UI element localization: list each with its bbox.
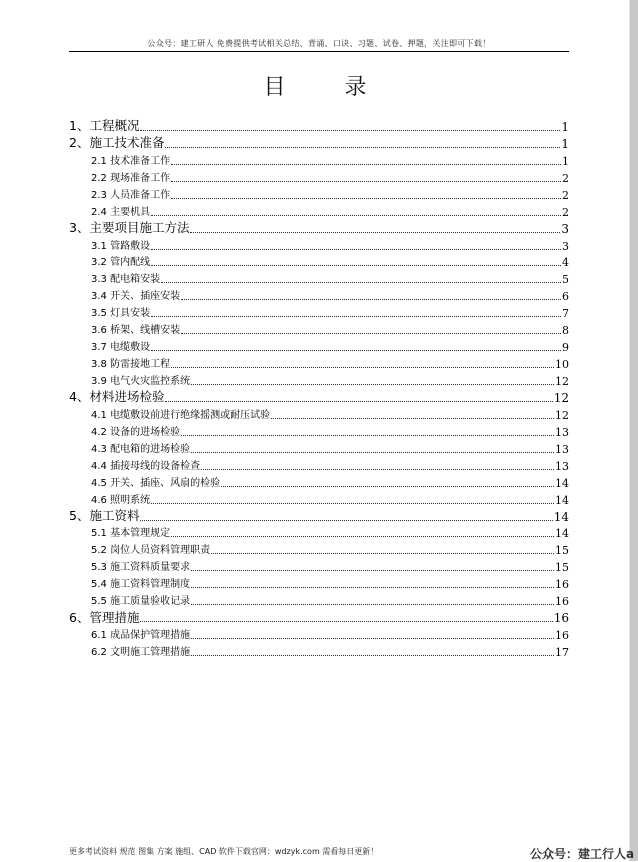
toc-entry-label: 5.5 施工质量验收记录 bbox=[91, 596, 191, 608]
toc-dot-leader bbox=[171, 536, 554, 537]
toc-entry-label: 4.2 设备的进场检验 bbox=[91, 426, 181, 438]
toc-entry-page-number: 2 bbox=[562, 205, 569, 219]
toc-entry-label: 5.2 岗位人员资料管理职责 bbox=[91, 545, 211, 557]
toc-entry-label: 4.5 开关、插座、风扇的检验 bbox=[91, 477, 221, 489]
toc-entry-page-number: 14 bbox=[555, 476, 569, 490]
toc-dot-leader bbox=[191, 638, 554, 639]
toc-entry-label: 5.1 基本管理规定 bbox=[91, 528, 171, 540]
toc-entry-page-number: 17 bbox=[555, 646, 569, 659]
toc-entry[interactable] bbox=[69, 236, 569, 253]
toc-dot-leader bbox=[151, 215, 561, 216]
toc-dot-leader bbox=[191, 570, 554, 571]
toc-entry-label: 2.4 主要机具 bbox=[91, 206, 151, 218]
toc-entry-label: 3.7 电缆敷设 bbox=[91, 342, 151, 354]
toc-entry[interactable] bbox=[69, 591, 569, 608]
header-rule bbox=[69, 51, 569, 52]
toc-dot-leader bbox=[165, 147, 560, 148]
toc-entry[interactable] bbox=[69, 608, 569, 625]
toc-entry-label: 5.3 施工资料质量要求 bbox=[91, 562, 191, 574]
toc-entry-label: 4.6 照明系统 bbox=[91, 494, 151, 506]
toc-entry-page-number: 1 bbox=[561, 119, 569, 134]
toc-entry[interactable] bbox=[69, 574, 569, 591]
toc-entry-page-number: 16 bbox=[555, 595, 569, 609]
toc-dot-leader bbox=[181, 435, 554, 436]
toc-dot-leader bbox=[221, 486, 554, 487]
toc-entry-page-number: 10 bbox=[555, 358, 569, 372]
toc-dot-leader bbox=[181, 333, 561, 334]
toc-entry[interactable] bbox=[69, 185, 569, 202]
toc-entry[interactable] bbox=[69, 524, 569, 541]
toc-entry-label: 3.8 防雷接地工程 bbox=[91, 359, 171, 371]
toc-entry[interactable] bbox=[69, 286, 569, 303]
toc-entry-label: 3.4 开关、插座安装 bbox=[91, 291, 181, 303]
toc-dot-leader bbox=[151, 249, 561, 250]
toc-dot-leader bbox=[191, 384, 554, 385]
toc-entry-page-number: 9 bbox=[562, 341, 569, 355]
toc-entry[interactable] bbox=[69, 253, 569, 270]
toc-entry-label: 2、施工技术准备 bbox=[69, 135, 165, 151]
toc-entry-label: 5.4 施工资料管理制度 bbox=[91, 579, 191, 591]
toc-dot-leader bbox=[151, 503, 554, 504]
toc-entry-page-number: 12 bbox=[553, 390, 569, 405]
page-footer-text: 更多考试资料 规范 图集 方案 施组、CAD 软件下载官网：wdzyk.com 需看每日更新！ bbox=[69, 847, 379, 856]
toc-entry-label: 6.1 成品保护管理措施 bbox=[91, 630, 191, 642]
toc-entry-page-number: 12 bbox=[555, 408, 569, 422]
toc-entry-page-number: 15 bbox=[555, 544, 569, 558]
toc-entry-page-number: 6 bbox=[562, 290, 569, 304]
toc-entry[interactable] bbox=[69, 490, 569, 507]
toc-entry-page-number: 12 bbox=[555, 375, 569, 388]
toc-entry[interactable] bbox=[69, 388, 569, 405]
toc-entry-page-number: 5 bbox=[562, 273, 569, 287]
toc-entry-label: 6.2 文明施工管理措施 bbox=[91, 647, 191, 658]
toc-dot-leader bbox=[140, 621, 552, 622]
toc-entry[interactable] bbox=[69, 456, 569, 473]
toc-entry[interactable] bbox=[69, 540, 569, 557]
toc-entry-page-number: 2 bbox=[562, 188, 569, 202]
toc-entry-label: 4.4 插接母线的设备检查 bbox=[91, 460, 201, 472]
toc-entry[interactable] bbox=[69, 202, 569, 219]
toc-entry[interactable] bbox=[69, 219, 569, 236]
toc-entry[interactable] bbox=[69, 625, 569, 642]
toc-entry[interactable] bbox=[69, 507, 569, 524]
toc-entry-label: 3、主要项目施工方法 bbox=[69, 220, 190, 236]
toc-dot-leader bbox=[201, 469, 554, 470]
toc-entry[interactable] bbox=[69, 439, 569, 456]
toc-entry-page-number: 14 bbox=[555, 527, 569, 541]
toc-entry-label: 1、工程概况 bbox=[69, 118, 140, 134]
toc-entry-page-number: 14 bbox=[553, 509, 569, 524]
toc-entry-page-number: 13 bbox=[555, 459, 569, 473]
toc-entry-page-number: 2 bbox=[562, 171, 569, 185]
toc-entry-label: 5、施工资料 bbox=[69, 508, 140, 523]
toc-entry-page-number: 1 bbox=[562, 154, 569, 168]
toc-entry-label: 6、管理措施 bbox=[69, 609, 140, 625]
toc-entry-label: 4.1 电缆敷设前进行绝缘摇测或耐压试验 bbox=[91, 409, 271, 421]
toc-entry[interactable] bbox=[69, 642, 569, 659]
toc-dot-leader bbox=[151, 350, 561, 351]
toc-entry-page-number: 13 bbox=[555, 425, 569, 439]
document-title: 目 录 bbox=[263, 75, 393, 100]
toc-entry-page-number: 3 bbox=[561, 221, 569, 236]
toc-entry[interactable] bbox=[69, 371, 569, 388]
toc-dot-leader bbox=[191, 452, 554, 453]
toc-entry-page-number: 7 bbox=[562, 307, 569, 321]
toc-entry[interactable] bbox=[69, 473, 569, 490]
toc-entry-page-number: 1 bbox=[561, 136, 569, 151]
toc-entry-page-number: 16 bbox=[553, 611, 569, 626]
toc-entry-page-number: 16 bbox=[555, 578, 569, 592]
toc-entry[interactable] bbox=[69, 320, 569, 337]
toc-entry-label: 4.3 配电箱的进场检验 bbox=[91, 443, 191, 455]
toc-entry[interactable] bbox=[69, 303, 569, 320]
toc-entry-label: 4、材料进场检验 bbox=[69, 389, 165, 405]
toc-entry-label: 2.2 现场准备工作 bbox=[91, 172, 171, 184]
toc-entry-page-number: 3 bbox=[562, 239, 569, 253]
toc-entry[interactable] bbox=[69, 337, 569, 354]
toc-dot-leader bbox=[140, 130, 560, 131]
toc-entry[interactable] bbox=[69, 557, 569, 574]
watermark-text: 公众号：建工行人a bbox=[530, 847, 635, 861]
toc-dot-leader bbox=[161, 282, 561, 283]
toc-entry[interactable] bbox=[69, 168, 569, 185]
toc-dot-leader bbox=[151, 316, 561, 317]
toc-entry-label: 3.3 配电箱安装 bbox=[91, 274, 161, 286]
toc-dot-leader bbox=[165, 401, 552, 402]
toc-entry-label: 2.3 人员准备工作 bbox=[91, 189, 171, 201]
toc-dot-leader bbox=[191, 604, 554, 605]
toc-entry-label: 3.6 桥架、线槽安装 bbox=[91, 325, 181, 337]
toc-entry-page-number: 16 bbox=[555, 629, 569, 643]
toc-entry[interactable] bbox=[69, 422, 569, 439]
toc-entry[interactable] bbox=[69, 269, 569, 286]
toc-entry-page-number: 4 bbox=[562, 256, 569, 270]
toc-dot-leader bbox=[140, 520, 552, 521]
toc-entry-page-number: 14 bbox=[555, 493, 569, 507]
table-of-contents bbox=[69, 117, 569, 659]
toc-dot-leader bbox=[171, 198, 561, 199]
toc-entry-label: 3.1 管路敷设 bbox=[91, 240, 151, 252]
toc-entry[interactable] bbox=[69, 117, 569, 134]
page-header-text: 公众号：建工研人 免费提供考试相关总结、背诵、口诀、习题、试卷、押题，关注即可下载！ bbox=[147, 39, 491, 48]
page-edge-shadow bbox=[630, 0, 638, 861]
toc-dot-leader bbox=[191, 655, 554, 656]
toc-entry-page-number: 13 bbox=[555, 442, 569, 456]
toc-dot-leader bbox=[171, 181, 561, 182]
toc-dot-leader bbox=[211, 553, 554, 554]
toc-entry[interactable] bbox=[69, 151, 569, 168]
toc-entry-label: 3.9 电气火灾监控系统 bbox=[91, 376, 191, 387]
toc-dot-leader bbox=[181, 299, 561, 300]
toc-dot-leader bbox=[191, 587, 554, 588]
toc-entry[interactable] bbox=[69, 405, 569, 422]
toc-dot-leader bbox=[171, 367, 554, 368]
toc-dot-leader bbox=[271, 418, 554, 419]
toc-entry-label: 2.1 技术准备工作 bbox=[91, 155, 171, 167]
toc-entry-label: 3.5 灯具安装 bbox=[91, 308, 151, 320]
toc-dot-leader bbox=[190, 232, 560, 233]
toc-dot-leader bbox=[171, 164, 561, 165]
toc-entry[interactable] bbox=[69, 354, 569, 371]
toc-entry-page-number: 8 bbox=[562, 324, 569, 338]
toc-entry[interactable] bbox=[69, 134, 569, 151]
toc-dot-leader bbox=[151, 265, 561, 266]
toc-entry-label: 3.2 管内配线 bbox=[91, 257, 151, 269]
toc-entry-page-number: 15 bbox=[555, 561, 569, 575]
